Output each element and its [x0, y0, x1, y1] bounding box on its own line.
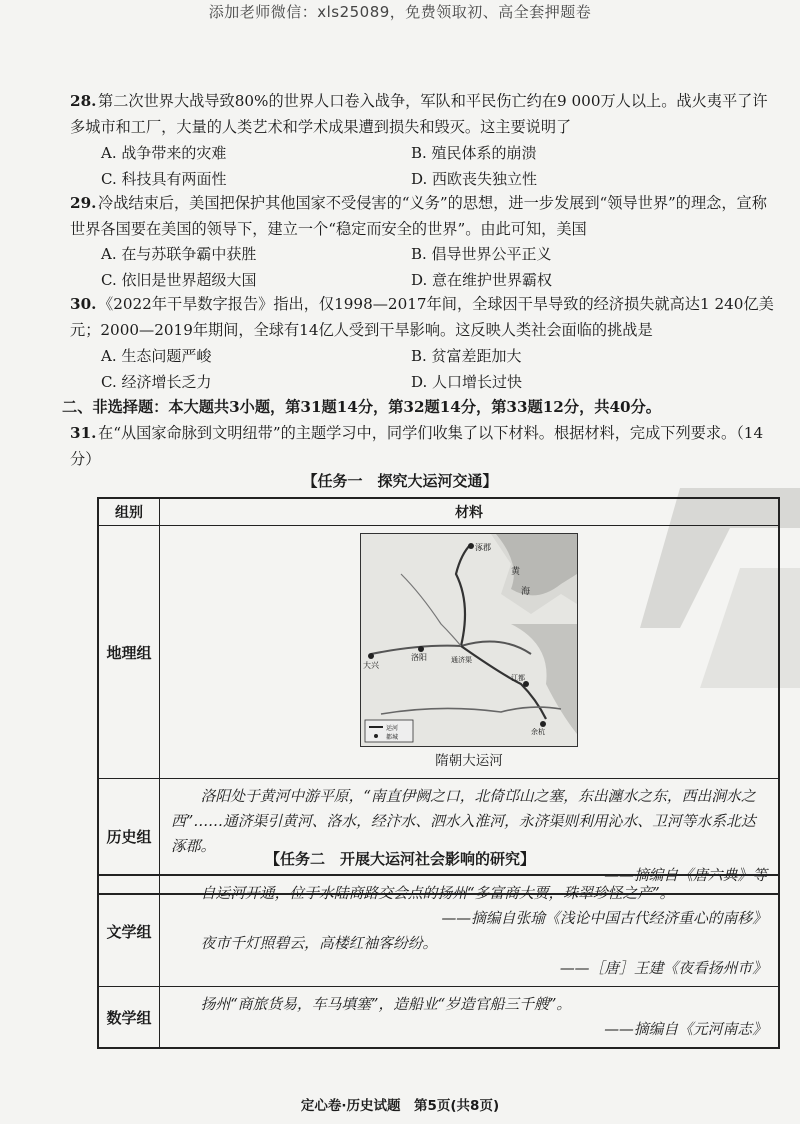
map-label-yuhang: 余杭	[531, 728, 545, 736]
map-label-daxing: 大兴	[363, 661, 379, 670]
lit-group-label: 文学组	[98, 875, 160, 987]
option-b: B. 贫富差距加大	[411, 347, 522, 365]
lit-text-1: 自运河开通，位于水陆商路交会点的扬州“多富商大贾，珠翠珍怪之产”。	[200, 885, 675, 902]
question-number: 28.	[70, 92, 97, 110]
option-c: C. 科技具有两面性	[101, 170, 227, 188]
question-number: 31.	[70, 424, 97, 442]
lit-text-2: 夜市千灯照碧云，高楼红袖客纷纷。	[200, 935, 438, 952]
option-d: D. 人口增长过快	[411, 373, 523, 391]
question-number: 30.	[70, 295, 97, 313]
column-header-group: 组别	[98, 498, 160, 526]
hist-text: 洛阳处于黄河中游平原，“南直伊阙之口，北倚邙山之塞，东出瀍水之东，西出涧水之西”……通济渠引黄河、洛水，经汴水、泗水入淮河，永济渠则利用沁水、卫河等水系北达涿郡。	[171, 788, 756, 855]
question-30	[70, 291, 782, 343]
section-heading: 二、非选择题：本大题共3小题，第31题14分，第32题14分，第33题12分，共40分。	[62, 398, 661, 416]
math-source: ——摘编自《元河南志》	[604, 1021, 767, 1038]
grand-canal-map	[360, 533, 578, 747]
hist-group-label: 历史组	[98, 779, 160, 895]
option-a: A. 在与苏联争霸中获胜	[101, 245, 257, 263]
option-c: C. 经济增长乏力	[101, 373, 212, 391]
math-group-label: 数学组	[98, 987, 160, 1049]
geo-group-label: 地理组	[98, 526, 160, 779]
map-caption: 隋朝大运河	[435, 753, 503, 769]
legend-capital: 都城	[386, 734, 399, 741]
map-label-tongjiqu: 通济渠	[451, 656, 472, 664]
question-31	[70, 420, 782, 472]
math-material-cell	[160, 987, 780, 1049]
page-footer: 定心卷·历史试题 第5页(共8页)	[300, 1098, 500, 1114]
map-label-luoyang: 洛阳	[411, 653, 427, 662]
task2-table	[97, 874, 780, 1049]
geo-material-cell	[160, 526, 780, 779]
question-text: 冷战结束后，美国把保护其他国家不受侵害的“义务”的思想，进一步发展到“领导世界”的理念，宣称世界各国要在美国的领导下，建立一个“稳定而安全的世界”。由此可知，美国	[70, 194, 767, 238]
map-label-zhuojun: 涿郡	[475, 543, 491, 552]
question-text: 第二次世界大战导致80%的世界人口卷入战争，军队和平民伤亡约在9 000万人以上。战火夷平了许多城市和工厂，大量的人类艺术和学术成果遭到损失和毁灭。这主要说明了	[70, 92, 768, 136]
legend-canal: 运河	[386, 725, 399, 732]
task1-title: 【任务一 探究大运河交通】	[302, 472, 498, 490]
option-b: B. 倡导世界公平正义	[411, 245, 552, 263]
lit-source-2: ——［唐］王建《夜看扬州市》	[559, 960, 767, 977]
option-d: D. 意在维护世界霸权	[411, 271, 553, 289]
option-d: D. 西欧丧失独立性	[411, 170, 538, 188]
option-a: A. 生态问题严峻	[101, 347, 212, 365]
lit-source-1: ——摘编自张瑜《浅论中国古代经济重心的南移》	[441, 910, 767, 927]
map-label-huang: 黄	[511, 567, 521, 577]
question-29	[70, 190, 782, 242]
question-text: 《2022年干旱数字报告》指出，仅1998—2017年间，全球因干旱导致的经济损失就高达1 240亿美元；2000—2019年期间，全球有14亿人受到干旱影响。这反映人类社会面临的挑战是	[70, 295, 774, 339]
question-text: 在“从国家命脉到文明纽带”的主题学习中，同学们收集了以下材料。根据材料，完成下列要求。（14分）	[70, 424, 764, 468]
map-label-jiangdu: 江都	[511, 674, 525, 682]
map-label-hai: 海	[521, 587, 531, 597]
option-b: B. 殖民体系的崩溃	[411, 144, 537, 162]
map-image	[361, 534, 577, 746]
option-c: C. 依旧是世界超级大国	[101, 271, 257, 289]
hist-source: ——摘编自《唐六典》等	[604, 867, 767, 884]
math-text: 扬州“商旅货易，车马填塞”，造船业“岁造官船三千艘”。	[200, 996, 572, 1013]
option-a: A. 战争带来的灾难	[101, 144, 227, 162]
task2-title: 【任务二 开展大运河社会影响的研究】	[264, 850, 535, 868]
question-28	[70, 88, 782, 140]
question-number: 29.	[70, 194, 97, 212]
lit-material-cell	[160, 875, 780, 987]
column-header-material: 材料	[160, 498, 780, 526]
task1-table	[97, 497, 780, 895]
watermark-header: 添加老师微信：xls25089，免费领取初、高全套押题卷	[208, 3, 592, 21]
